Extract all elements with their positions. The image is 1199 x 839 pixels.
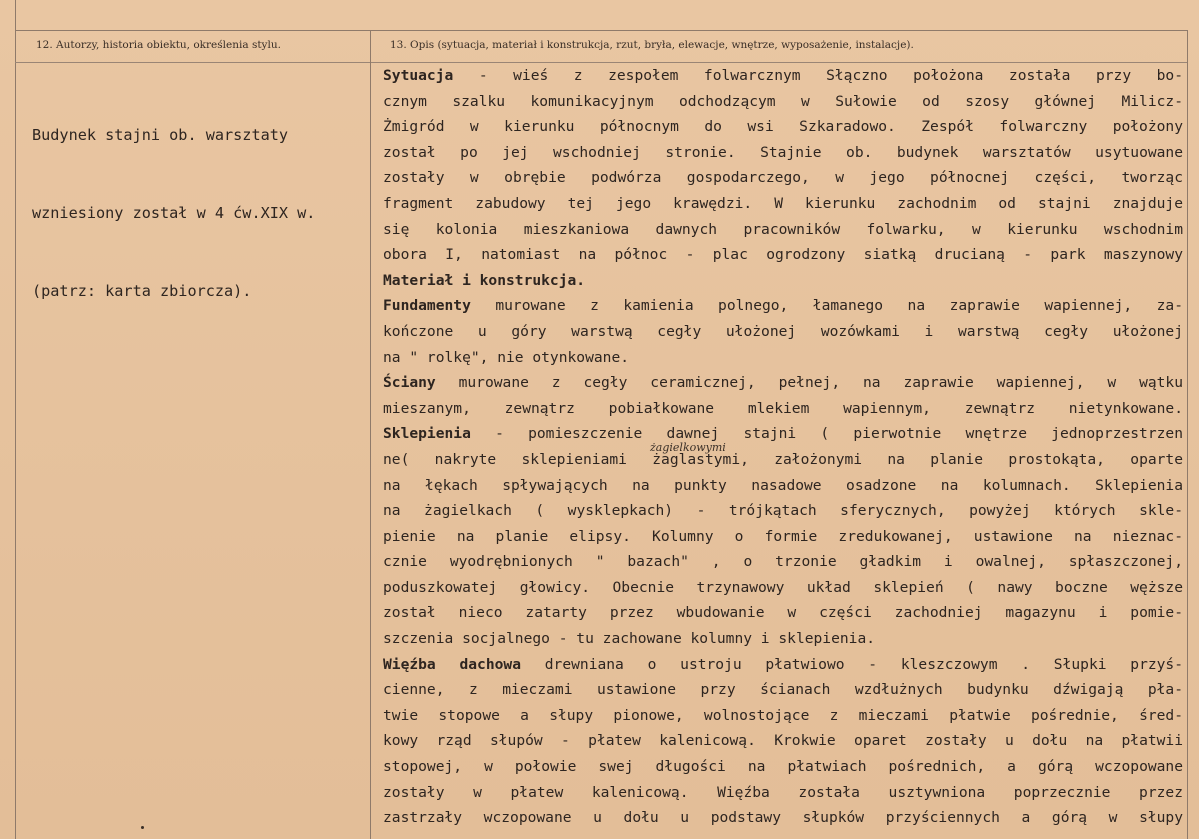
- description-line: [383, 63, 1183, 89]
- line-text: na " rolkę", nie otynkowane.: [383, 348, 630, 366]
- line-text: został nieco zatarty przez wbudowanie w części zachodniej magazynu i pomie-: [383, 604, 1183, 622]
- description-line: [383, 626, 1183, 652]
- description-line: [383, 421, 1183, 447]
- description-line: [383, 754, 1183, 780]
- line-text: mieszanym, zewnątrz pobiałkowane mlekiem wapiennym, zewnątrz nietynkowane.: [383, 399, 1183, 417]
- line-text: drewniana o ustroju płatwiowo - kleszczowym . Słupki przyś-: [521, 655, 1184, 673]
- section-12-header: 12. Autorzy, historia obiektu, określenia stylu.: [36, 39, 281, 51]
- description-line: [383, 524, 1183, 550]
- line-text: poduszkowatej głowicy. Obecnie trzynawowy układ sklepień ( nawy boczne węższe: [383, 578, 1183, 596]
- description-line: [383, 319, 1183, 345]
- line-text: kowy rząd słupów - płatew kalenicową. Krokwie oparet zostały u dołu na płatwii: [383, 732, 1183, 750]
- line-text: cznym szalku komunikacyjnym odchodzącym w Sułowie od szosy głównej Milicz-: [383, 92, 1183, 110]
- frame-top-rule: [15, 30, 1187, 31]
- line-text: zastrzały wczopowane u dołu u podstawy słupków przyściennych a górą w słupy: [383, 809, 1183, 827]
- line-text: zostały w płatew kalenicową. Więźba została usztywniona poprzecznie przez: [383, 783, 1183, 801]
- line-text: pienie na planie elipsy. Kolumny o formie zredukowanej, ustawione na nieznac-: [383, 527, 1183, 545]
- description-line: [383, 396, 1183, 422]
- section-13-header: 13. Opis (sytuacja, materiał i konstrukcja, rzut, bryła, elewacje, wnętrze, wyposażenie, instalacje).: [390, 39, 914, 51]
- section-heading: Sklepienia: [383, 425, 471, 443]
- section-heading: Materiał i konstrukcja.: [383, 271, 586, 289]
- description-line: [383, 191, 1183, 217]
- description-line: [383, 140, 1183, 166]
- line-text: - pomieszczenie dawnej stajni ( pierwotnie wnętrze jednoprzestrzen: [470, 425, 1183, 443]
- line-text: szczenia socjalnego - tu zachowane kolumny i sklepienia.: [383, 630, 876, 648]
- description-line: [383, 345, 1183, 371]
- history-line: Budynek stajni ob. warsztaty: [32, 126, 289, 144]
- description-line: [383, 370, 1183, 396]
- description-line: [383, 165, 1183, 191]
- line-text: Żmigród w kierunku północnym do wsi Szkaradowo. Zespół folwarczny położony: [383, 118, 1183, 136]
- description-line: [383, 473, 1183, 499]
- line-text: cznie wyodrębnionych " bazach" , o trzonie gładkim i owalnej, spłaszczonej,: [383, 553, 1183, 571]
- line-text: murowane z kamienia polnego, łamanego na zaprawie wapiennej, za-: [470, 297, 1183, 315]
- line-text: twie stopowe a słupy pionowe, wolnostojące z mieczami płatwie pośrednie, śred-: [383, 706, 1183, 724]
- history-text: [32, 70, 362, 356]
- line-text: na łękach spływających na punkty nasadowe osadzone na kolumnach. Sklepienia: [383, 476, 1183, 494]
- description-line: [383, 293, 1183, 319]
- line-text: ne( nakryte sklepieniami żaglastymi, założonymi na planie prostokąta, oparte: [383, 450, 1183, 468]
- line-text: murowane z cegły ceramicznej, pełnej, na zaprawie wapiennej, w wątku: [435, 374, 1183, 392]
- description-line: [383, 114, 1183, 140]
- line-text: cienne, z mieczami ustawione przy ścianach wzdłużnych budynku dźwigają pła-: [383, 681, 1183, 699]
- description-line: [383, 242, 1183, 268]
- handwritten-correction: żagielkowymi: [650, 441, 726, 454]
- description-line: [383, 575, 1183, 601]
- section-heading: Więźba dachowa: [383, 655, 521, 673]
- description-line: [383, 703, 1183, 729]
- section-heading: Ściany: [383, 374, 436, 392]
- ink-dot: [141, 826, 144, 829]
- history-line: wzniesiony został w 4 ćw.XIX w.: [32, 204, 316, 222]
- description-line: [383, 549, 1183, 575]
- line-text: kończone u góry warstwą cegły ułożonej wozówkami i warstwą cegły ułożonej: [383, 322, 1183, 340]
- description-line: [383, 268, 1183, 294]
- description-line: [383, 652, 1183, 678]
- description-line: [383, 89, 1183, 115]
- line-text: zostały w obrębie podwórza gospodarczego, w jego północnej części, tworząc: [383, 169, 1183, 187]
- frame-left-rule: [15, 0, 16, 839]
- line-text: - wieś z zespołem folwarcznym Słączno położona została przy bo-: [453, 67, 1183, 84]
- line-text: stopowej, w połowie swej długości na płatwiach pośrednich, a górą wczopowane: [383, 758, 1183, 776]
- history-line: (patrz: karta zbiorcza).: [32, 282, 252, 300]
- frame-right-rule: [1187, 30, 1188, 839]
- section-heading: Fundamenty: [383, 297, 471, 315]
- description-line: [383, 217, 1183, 243]
- section-heading: Sytuacja: [383, 67, 454, 84]
- description-line: [383, 498, 1183, 524]
- description-text: [383, 63, 1183, 831]
- description-line: [383, 805, 1183, 831]
- description-line: [383, 780, 1183, 806]
- description-line: [383, 728, 1183, 754]
- line-text: został po jej wschodniej stronie. Stajnie ob. budynek warsztatów usytuowane: [383, 143, 1183, 161]
- description-line: [383, 447, 1183, 473]
- line-text: fragment zabudowy tej jego krawędzi. W kierunku zachodnim od stajni znajduje: [383, 194, 1183, 212]
- description-line: [383, 600, 1183, 626]
- line-text: się kolonia mieszkaniowa dawnych pracowników folwarku, w kierunku wschodnim: [383, 220, 1183, 238]
- column-divider-rule: [370, 30, 371, 839]
- line-text: obora I, natomiast na północ - plac ogrodzony siatką drucianą - park maszynowy: [383, 246, 1183, 264]
- description-line: [383, 677, 1183, 703]
- line-text: na żagielkach ( wysklepkach) - trójkątach sferycznych, powyżej których skle-: [383, 502, 1183, 520]
